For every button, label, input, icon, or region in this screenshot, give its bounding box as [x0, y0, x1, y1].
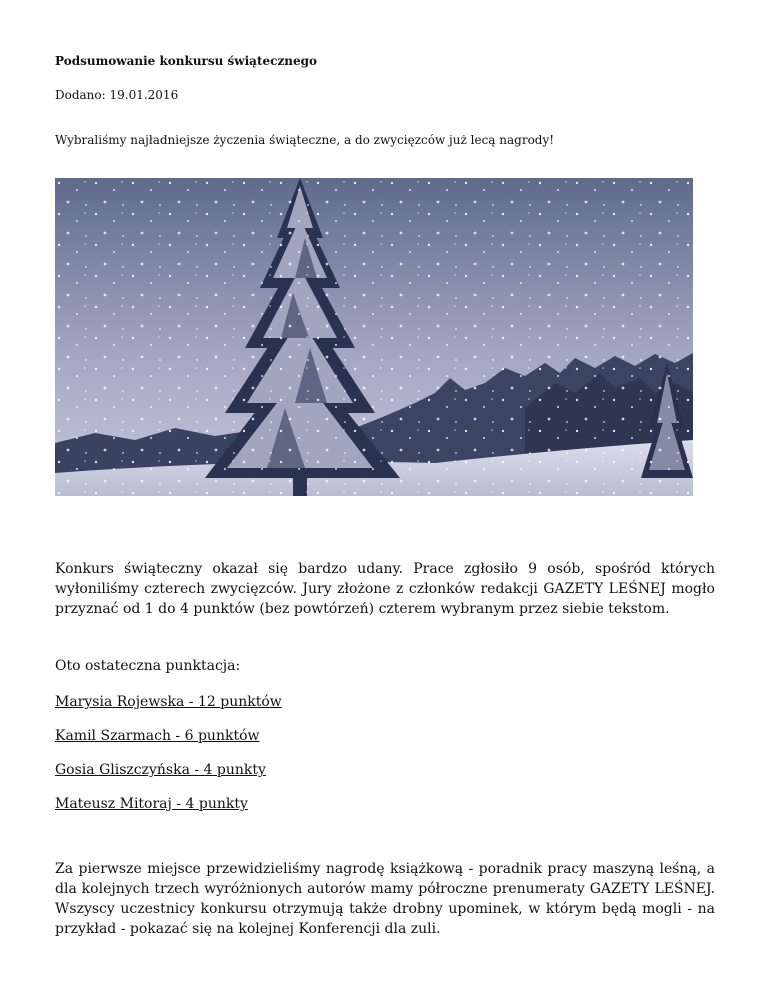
prizes-description: Za pierwsze miejsce przewidzieliśmy nagrodę książkową - poradnik pracy maszyną leśną, a dla kolejnych trzech wyróżnionych autorów mamy półroczne prenumeraty GAZETY LEŚNEJ. Wszyscy uczestnicy konkursu otrzymują także drobny upominek, w którym będą mogli - na przykład - pokazać się na kolejnej Konferencji dla zuli. — [55, 861, 715, 937]
winner-link[interactable]: Marysia Rojewska - 12 punktów — [55, 694, 282, 710]
snowy-tree-image — [55, 178, 693, 496]
winner-link[interactable]: Mateusz Mitoraj - 4 punkty — [55, 796, 248, 812]
article-title: Podsumowanie konkursu świątecznego — [55, 54, 318, 68]
winner-link[interactable]: Kamil Szarmach - 6 punktów — [55, 728, 260, 744]
publish-date: Dodano: 19.01.2016 — [55, 88, 179, 102]
winner-link[interactable]: Gosia Gliszczyńska - 4 punkty — [55, 762, 266, 778]
contest-description: Konkurs świąteczny okazał się bardzo udany. Prace zgłosiło 9 osób, spośród których wyłoniliśmy czterech zwycięzców. Jury złożone z członków redakcji GAZETY LEŚNEJ mogło przyznać od 1 do 4 punktów (bez powtórzeń) czterem wybranym przez siebie tekstom. — [55, 561, 715, 617]
results-intro: Oto ostateczna punktacja: — [55, 658, 241, 674]
article-lead: Wybraliśmy najładniejsze życzenia świąteczne, a do zwycięzców już lecą nagrody! — [55, 133, 555, 147]
